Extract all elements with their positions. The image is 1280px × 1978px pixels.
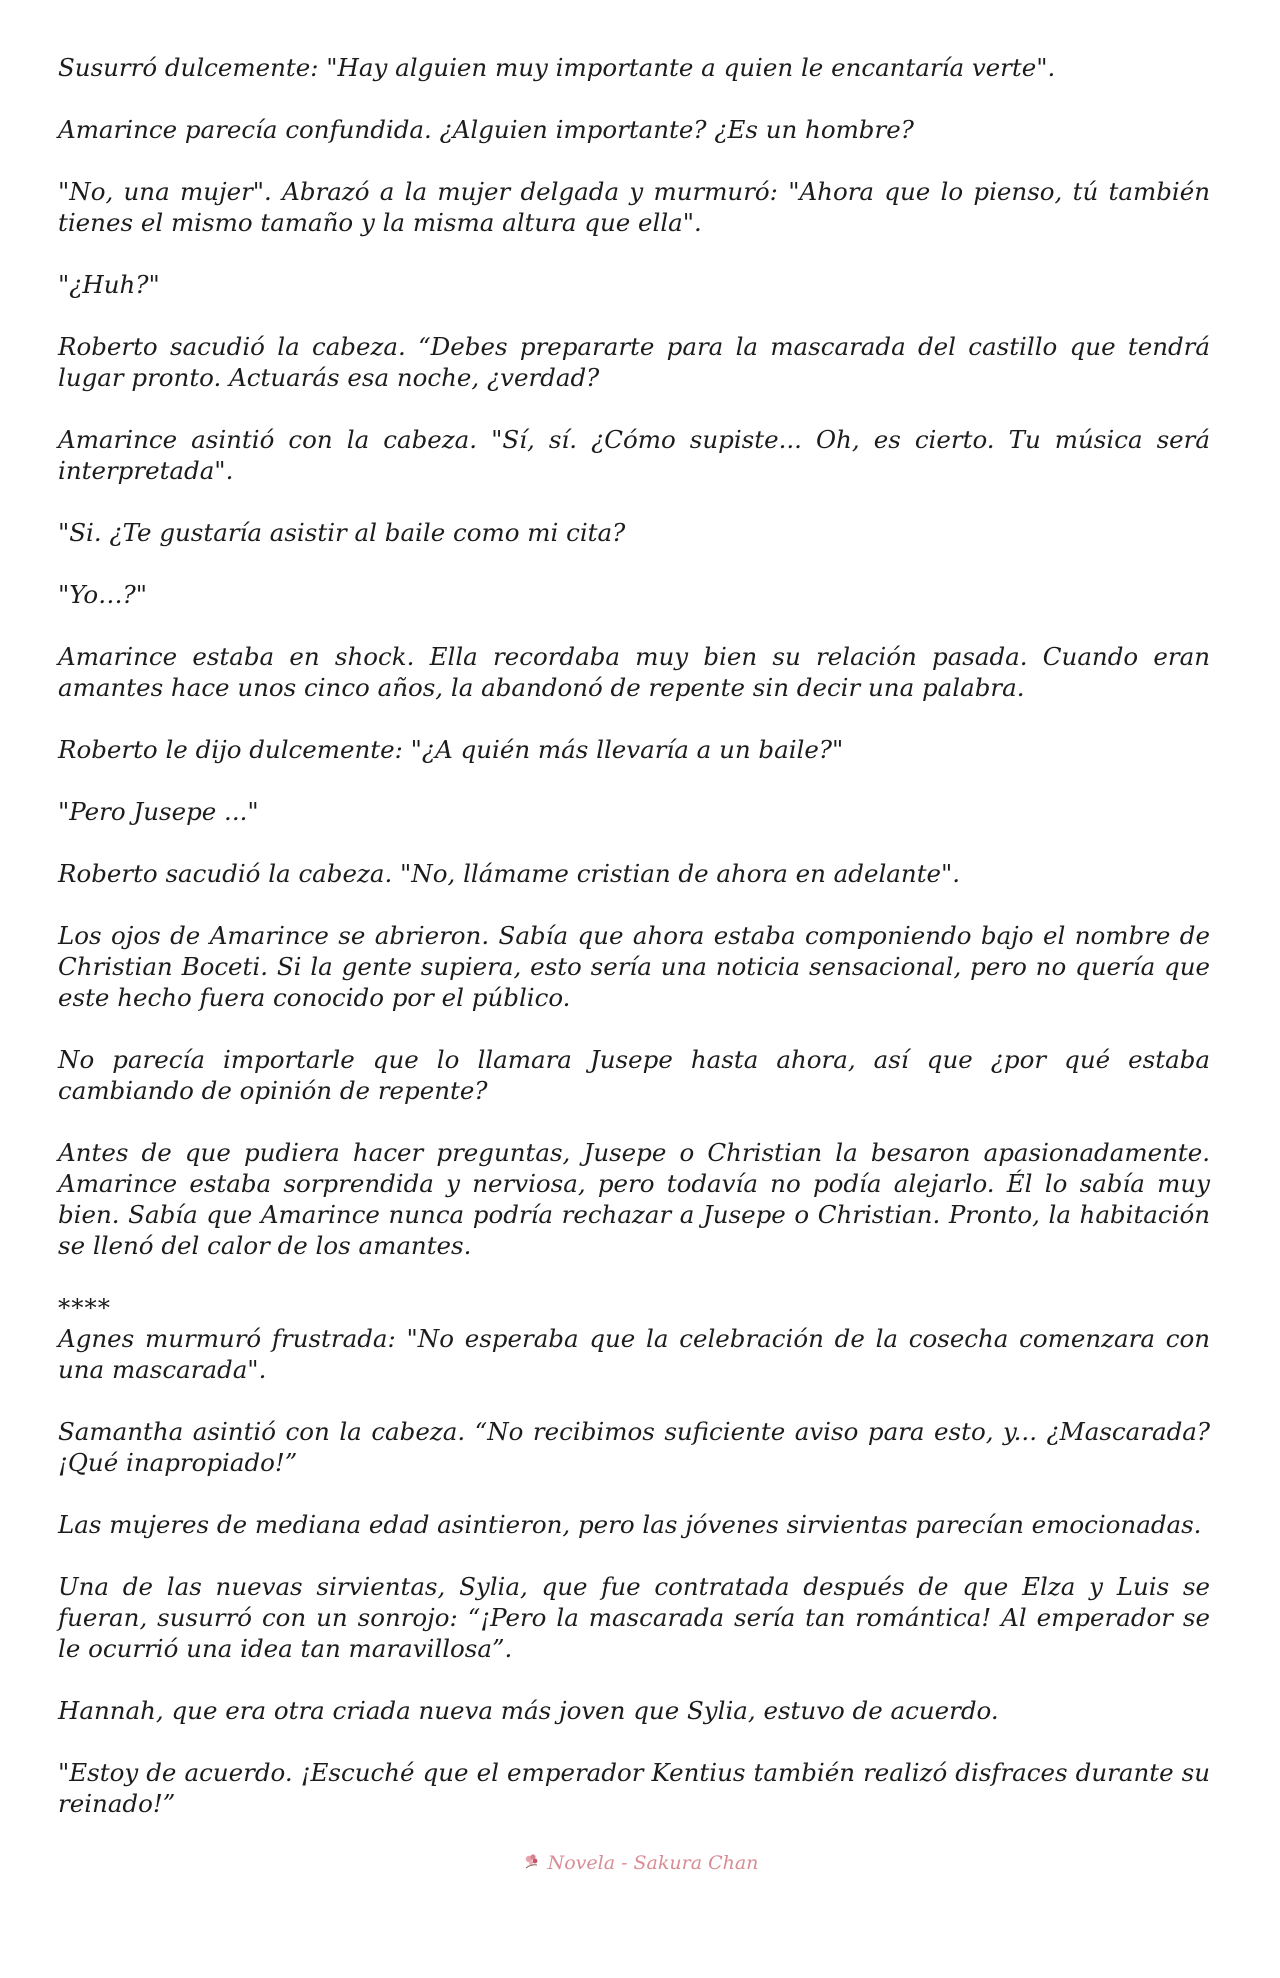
paragraph: "Estoy de acuerdo. ¡Escuché que el emperador Kentius también realizó disfraces durante su reinado!”	[58, 1758, 1210, 1818]
paragraph: Susurró dulcemente: "Hay alguien muy importante a quien le encantaría verte".	[58, 53, 1056, 82]
paragraph: Una de las nuevas sirvientas, Sylia, que fue contratada después de que Elza y Luis se fueran, susurró con un sonrojo: “¡Pero la mascarada sería tan romántica! Al emperador se le ocurrió una idea tan maravillosa”.	[58, 1572, 1210, 1663]
paragraph: "No, una mujer". Abrazó a la mujer delgada y murmuró: "Ahora que lo pienso, tú también tienes el mismo tamaño y la misma altura que ella".	[58, 177, 1210, 237]
watermark-text: Novela - Sakura Chan	[547, 1852, 759, 1874]
paragraph: Amarince parecía confundida. ¿Alguien importante? ¿Es un hombre?	[58, 115, 914, 144]
paragraph: Las mujeres de mediana edad asintieron, pero las jóvenes sirvientas parecían emocionadas.	[58, 1510, 1202, 1539]
paragraph: Roberto le dijo dulcemente: "¿A quién más llevaría a un baile?"	[58, 735, 844, 764]
paragraph: "Si. ¿Te gustaría asistir al baile como mi cita?	[58, 518, 626, 547]
paragraph: Hannah, que era otra criada nueva más joven que Sylia, estuvo de acuerdo.	[58, 1696, 999, 1725]
paragraph: Samantha asintió con la cabeza. “No recibimos suficiente aviso para esto, y... ¿Mascarada? ¡Qué inapropiado!”	[58, 1417, 1210, 1477]
paragraph: No parecía importarle que lo llamara Jusepe hasta ahora, así que ¿por qué estaba cambiando de opinión de repente?	[58, 1045, 1210, 1105]
sakura-flower-icon	[522, 1853, 544, 1871]
paragraph: Roberto sacudió la cabeza. “Debes prepararte para la mascarada del castillo que tendrá lugar pronto. Actuarás esa noche, ¿verdad?	[58, 332, 1210, 392]
paragraph: Roberto sacudió la cabeza. "No, llámame cristian de ahora en adelante".	[58, 859, 961, 888]
story-text	[58, 52, 1210, 1850]
scene-separator: ****	[58, 1293, 111, 1322]
paragraph: Los ojos de Amarince se abrieron. Sabía que ahora estaba componiendo bajo el nombre de Christian Boceti. Si la gente supiera, esto sería una noticia sensacional, pero no quería que este hecho fuera conocido por el público.	[58, 921, 1210, 1012]
paragraph: Agnes murmuró frustrada: "No esperaba que la celebración de la cosecha comenzara con una mascarada".	[58, 1324, 1210, 1384]
paragraph: Antes de que pudiera hacer preguntas, Jusepe o Christian la besaron apasionadamente. Amarince estaba sorprendida y nerviosa, pero todavía no podía alejarlo. Él lo sabía muy bien. Sabía que Amarince nunca podría rechazar a Jusepe o Christian. Pronto, la habitación se llenó del calor de los amantes.	[58, 1138, 1210, 1260]
watermark-footer	[0, 1852, 1280, 1874]
paragraph: "¿Huh?"	[58, 270, 160, 299]
paragraph: Amarince asintió con la cabeza. "Sí, sí. ¿Cómo supiste... Oh, es cierto. Tu música será interpretada".	[58, 425, 1210, 485]
paragraph: Amarince estaba en shock. Ella recordaba muy bien su relación pasada. Cuando eran amantes hace unos cinco años, la abandonó de repente sin decir una palabra.	[58, 642, 1210, 702]
paragraph: "Yo…?"	[58, 580, 147, 609]
paragraph: "Pero Jusepe ..."	[58, 797, 259, 826]
